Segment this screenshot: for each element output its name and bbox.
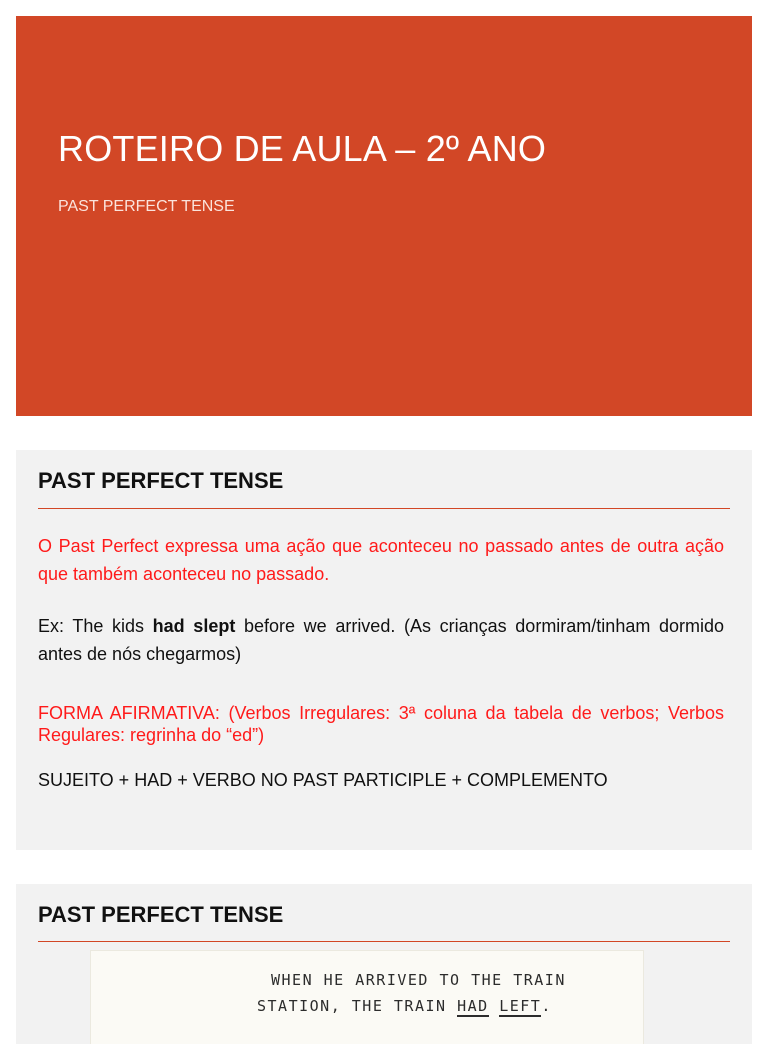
illustration-line-2-end: . [541,997,552,1015]
slide-heading: PAST PERFECT TENSE [38,468,284,493]
formula-text: SUJEITO + HAD + VERBO NO PAST PARTICIPLE + COMPLEMENTO [38,770,608,790]
example-bold: had slept [152,616,236,636]
slide-subtitle: PAST PERFECT TENSE [58,198,235,215]
slide-heading: PAST PERFECT TENSE [38,902,284,927]
example-slide [16,884,752,1044]
example-text [38,612,724,668]
title-slide [16,16,752,416]
heading-divider [38,508,730,509]
heading-divider [38,941,730,942]
illustration-line-2-start: STATION, THE TRAIN [257,997,458,1015]
illustration-had: HAD [457,997,489,1015]
definition-text: O Past Perfect expressa uma ação que aconteceu no passado antes de outra ação que também aconteceu no passado. [38,536,724,584]
example-prefix: Ex: The kids [38,616,153,636]
example-suffix: before we arrived. (As crianças dormiram/tinham dormido antes de nós chegarmos) [38,616,725,664]
illustration-line-2 [257,997,552,1015]
affirmative-form-text: FORMA AFIRMATIVA: (Verbos Irregulares: 3ª coluna da tabela de verbos; Verbos Regulares: regrinha do “ed”) [38,703,724,745]
illustration-left: LEFT [499,997,542,1015]
slide-title: ROTEIRO DE AULA – 2º ANO [58,128,547,169]
handwritten-illustration [90,950,644,1044]
definition-slide [16,450,752,850]
illustration-line-1: WHEN HE ARRIVED TO THE TRAIN [271,971,566,989]
